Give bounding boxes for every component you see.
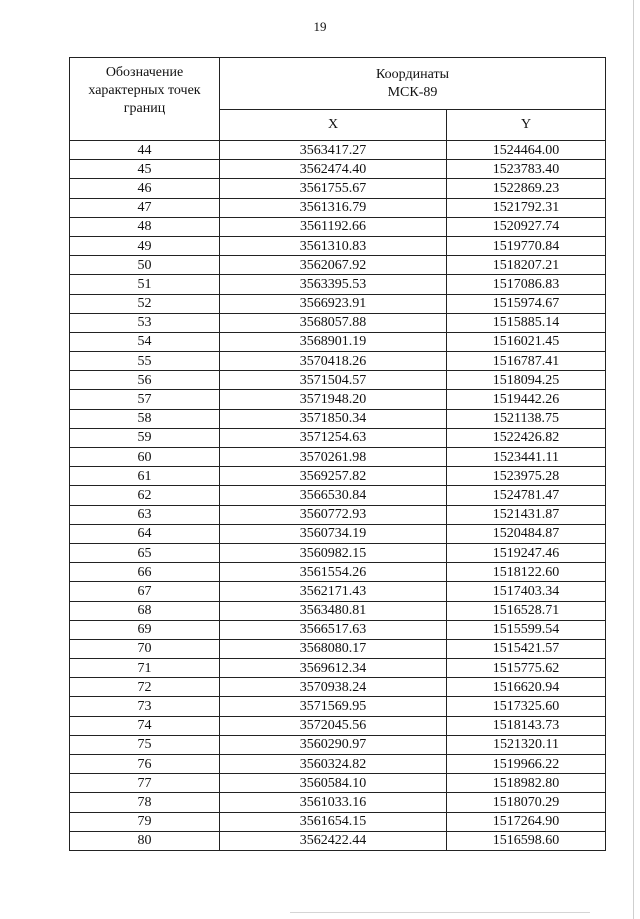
table-row [70,390,606,409]
y-coordinate-cell: 1516620.94 [447,678,606,697]
point-number-cell: 78 [70,793,220,812]
table-row [70,352,606,371]
y-coordinate-cell: 1523441.11 [447,448,606,467]
y-coordinate-cell: 1522426.82 [447,428,606,447]
table-row [70,332,606,351]
table-row [70,543,606,562]
x-coordinate-cell: 3566517.63 [220,620,447,639]
table-row [70,735,606,754]
point-number-cell: 44 [70,141,220,160]
y-coordinate-cell: 1515775.62 [447,659,606,678]
y-coordinate-cell: 1517086.83 [447,275,606,294]
x-coordinate-cell: 3563395.53 [220,275,447,294]
x-coordinate-cell: 3561192.66 [220,217,447,236]
table-row [70,371,606,390]
point-number-cell: 71 [70,659,220,678]
point-number-cell: 46 [70,179,220,198]
scan-edge-line [633,0,634,919]
table-row [70,524,606,543]
table-row [70,793,606,812]
point-number-cell: 57 [70,390,220,409]
coordinates-table [69,57,606,851]
x-coordinate-cell: 3561654.15 [220,812,447,831]
y-coordinate-cell: 1519770.84 [447,236,606,255]
point-number-cell: 45 [70,160,220,179]
point-number-cell: 48 [70,217,220,236]
table-row [70,831,606,850]
table-row [70,256,606,275]
table-body [70,141,606,851]
table-row [70,563,606,582]
point-number-cell: 68 [70,601,220,620]
y-coordinate-cell: 1518094.25 [447,371,606,390]
y-coordinate-cell: 1520484.87 [447,524,606,543]
y-coordinate-cell: 1519966.22 [447,755,606,774]
x-coordinate-cell: 3561310.83 [220,236,447,255]
table-row [70,467,606,486]
header-coordinates-line-2: МСК-89 [387,84,438,100]
point-number-cell: 74 [70,716,220,735]
x-coordinate-cell: 3571948.20 [220,390,447,409]
header-coordinates [220,58,606,110]
x-coordinate-cell: 3568080.17 [220,639,447,658]
y-coordinate-cell: 1515974.67 [447,294,606,313]
y-coordinate-cell: 1521320.11 [447,735,606,754]
x-coordinate-cell: 3560772.93 [220,505,447,524]
y-coordinate-cell: 1518207.21 [447,256,606,275]
table-row [70,448,606,467]
x-coordinate-cell: 3562067.92 [220,256,447,275]
table-header [70,58,606,141]
y-coordinate-cell: 1518982.80 [447,774,606,793]
x-coordinate-cell: 3566530.84 [220,486,447,505]
point-number-cell: 69 [70,620,220,639]
point-number-cell: 60 [70,448,220,467]
y-coordinate-cell: 1521138.75 [447,409,606,428]
table-row [70,620,606,639]
x-coordinate-cell: 3562474.40 [220,160,447,179]
point-number-cell: 80 [70,831,220,850]
header-x: X [220,110,447,141]
point-number-cell: 75 [70,735,220,754]
table-row [70,774,606,793]
header-coordinates-line-1: Координаты [376,66,449,82]
table-row [70,179,606,198]
y-coordinate-cell: 1519247.46 [447,543,606,562]
x-coordinate-cell: 3560734.19 [220,524,447,543]
point-number-cell: 54 [70,332,220,351]
x-coordinate-cell: 3570261.98 [220,448,447,467]
y-coordinate-cell: 1518143.73 [447,716,606,735]
x-coordinate-cell: 3561316.79 [220,198,447,217]
x-coordinate-cell: 3571254.63 [220,428,447,447]
x-coordinate-cell: 3570938.24 [220,678,447,697]
y-coordinate-cell: 1519442.26 [447,390,606,409]
point-number-cell: 62 [70,486,220,505]
point-number-cell: 59 [70,428,220,447]
y-coordinate-cell: 1521792.31 [447,198,606,217]
y-coordinate-cell: 1518122.60 [447,563,606,582]
y-coordinate-cell: 1517403.34 [447,582,606,601]
y-coordinate-cell: 1515421.57 [447,639,606,658]
point-number-cell: 58 [70,409,220,428]
point-number-cell: 52 [70,294,220,313]
point-number-cell: 76 [70,755,220,774]
table-row [70,294,606,313]
y-coordinate-cell: 1521431.87 [447,505,606,524]
x-coordinate-cell: 3563480.81 [220,601,447,620]
point-number-cell: 64 [70,524,220,543]
scan-bottom-mark [290,912,590,913]
header-point-line-1: Обозначение [105,65,184,80]
table-row [70,409,606,428]
table-row [70,755,606,774]
x-coordinate-cell: 3563417.27 [220,141,447,160]
x-coordinate-cell: 3560324.82 [220,755,447,774]
point-number-cell: 51 [70,275,220,294]
point-number-cell: 70 [70,639,220,658]
table-row [70,639,606,658]
y-coordinate-cell: 1516021.45 [447,332,606,351]
point-number-cell: 49 [70,236,220,255]
page-number: 19 [313,19,327,34]
table-row [70,428,606,447]
table-row [70,275,606,294]
header-point-line-3: границ [123,101,166,116]
table-row [70,697,606,716]
y-coordinate-cell: 1517264.90 [447,812,606,831]
point-number-cell: 55 [70,352,220,371]
y-coordinate-cell: 1516528.71 [447,601,606,620]
x-coordinate-cell: 3560982.15 [220,543,447,562]
x-coordinate-cell: 3569257.82 [220,467,447,486]
table-row [70,716,606,735]
point-number-cell: 53 [70,313,220,332]
y-coordinate-cell: 1524781.47 [447,486,606,505]
table-row [70,141,606,160]
y-coordinate-cell: 1515599.54 [447,620,606,639]
point-number-cell: 47 [70,198,220,217]
x-coordinate-cell: 3571504.57 [220,371,447,390]
header-point-designation [70,58,220,141]
point-number-cell: 61 [70,467,220,486]
x-coordinate-cell: 3562422.44 [220,831,447,850]
y-coordinate-cell: 1516598.60 [447,831,606,850]
point-number-cell: 72 [70,678,220,697]
x-coordinate-cell: 3571569.95 [220,697,447,716]
y-coordinate-cell: 1522869.23 [447,179,606,198]
x-coordinate-cell: 3569612.34 [220,659,447,678]
y-coordinate-cell: 1518070.29 [447,793,606,812]
table-row [70,486,606,505]
table-row [70,160,606,179]
x-coordinate-cell: 3560584.10 [220,774,447,793]
point-number-cell: 73 [70,697,220,716]
x-coordinate-cell: 3560290.97 [220,735,447,754]
x-coordinate-cell: 3570418.26 [220,352,447,371]
point-number-cell: 56 [70,371,220,390]
x-coordinate-cell: 3561755.67 [220,179,447,198]
y-coordinate-cell: 1516787.41 [447,352,606,371]
table-row [70,313,606,332]
x-coordinate-cell: 3571850.34 [220,409,447,428]
x-coordinate-cell: 3562171.43 [220,582,447,601]
point-number-cell: 65 [70,543,220,562]
table-row [70,217,606,236]
point-number-cell: 79 [70,812,220,831]
x-coordinate-cell: 3561033.16 [220,793,447,812]
x-coordinate-cell: 3568057.88 [220,313,447,332]
x-coordinate-cell: 3566923.91 [220,294,447,313]
table-row [70,678,606,697]
y-coordinate-cell: 1523975.28 [447,467,606,486]
y-coordinate-cell: 1524464.00 [447,141,606,160]
table-row [70,198,606,217]
table-row [70,659,606,678]
table-row [70,505,606,524]
header-y: Y [447,110,606,141]
y-coordinate-cell: 1520927.74 [447,217,606,236]
point-number-cell: 63 [70,505,220,524]
x-coordinate-cell: 3568901.19 [220,332,447,351]
table-row [70,582,606,601]
y-coordinate-cell: 1523783.40 [447,160,606,179]
x-coordinate-cell: 3572045.56 [220,716,447,735]
point-number-cell: 77 [70,774,220,793]
table-row [70,812,606,831]
table-row [70,601,606,620]
y-coordinate-cell: 1517325.60 [447,697,606,716]
header-point-line-2: характерных точек [88,83,201,98]
table-row [70,236,606,255]
y-coordinate-cell: 1515885.14 [447,313,606,332]
point-number-cell: 66 [70,563,220,582]
x-coordinate-cell: 3561554.26 [220,563,447,582]
point-number-cell: 67 [70,582,220,601]
point-number-cell: 50 [70,256,220,275]
